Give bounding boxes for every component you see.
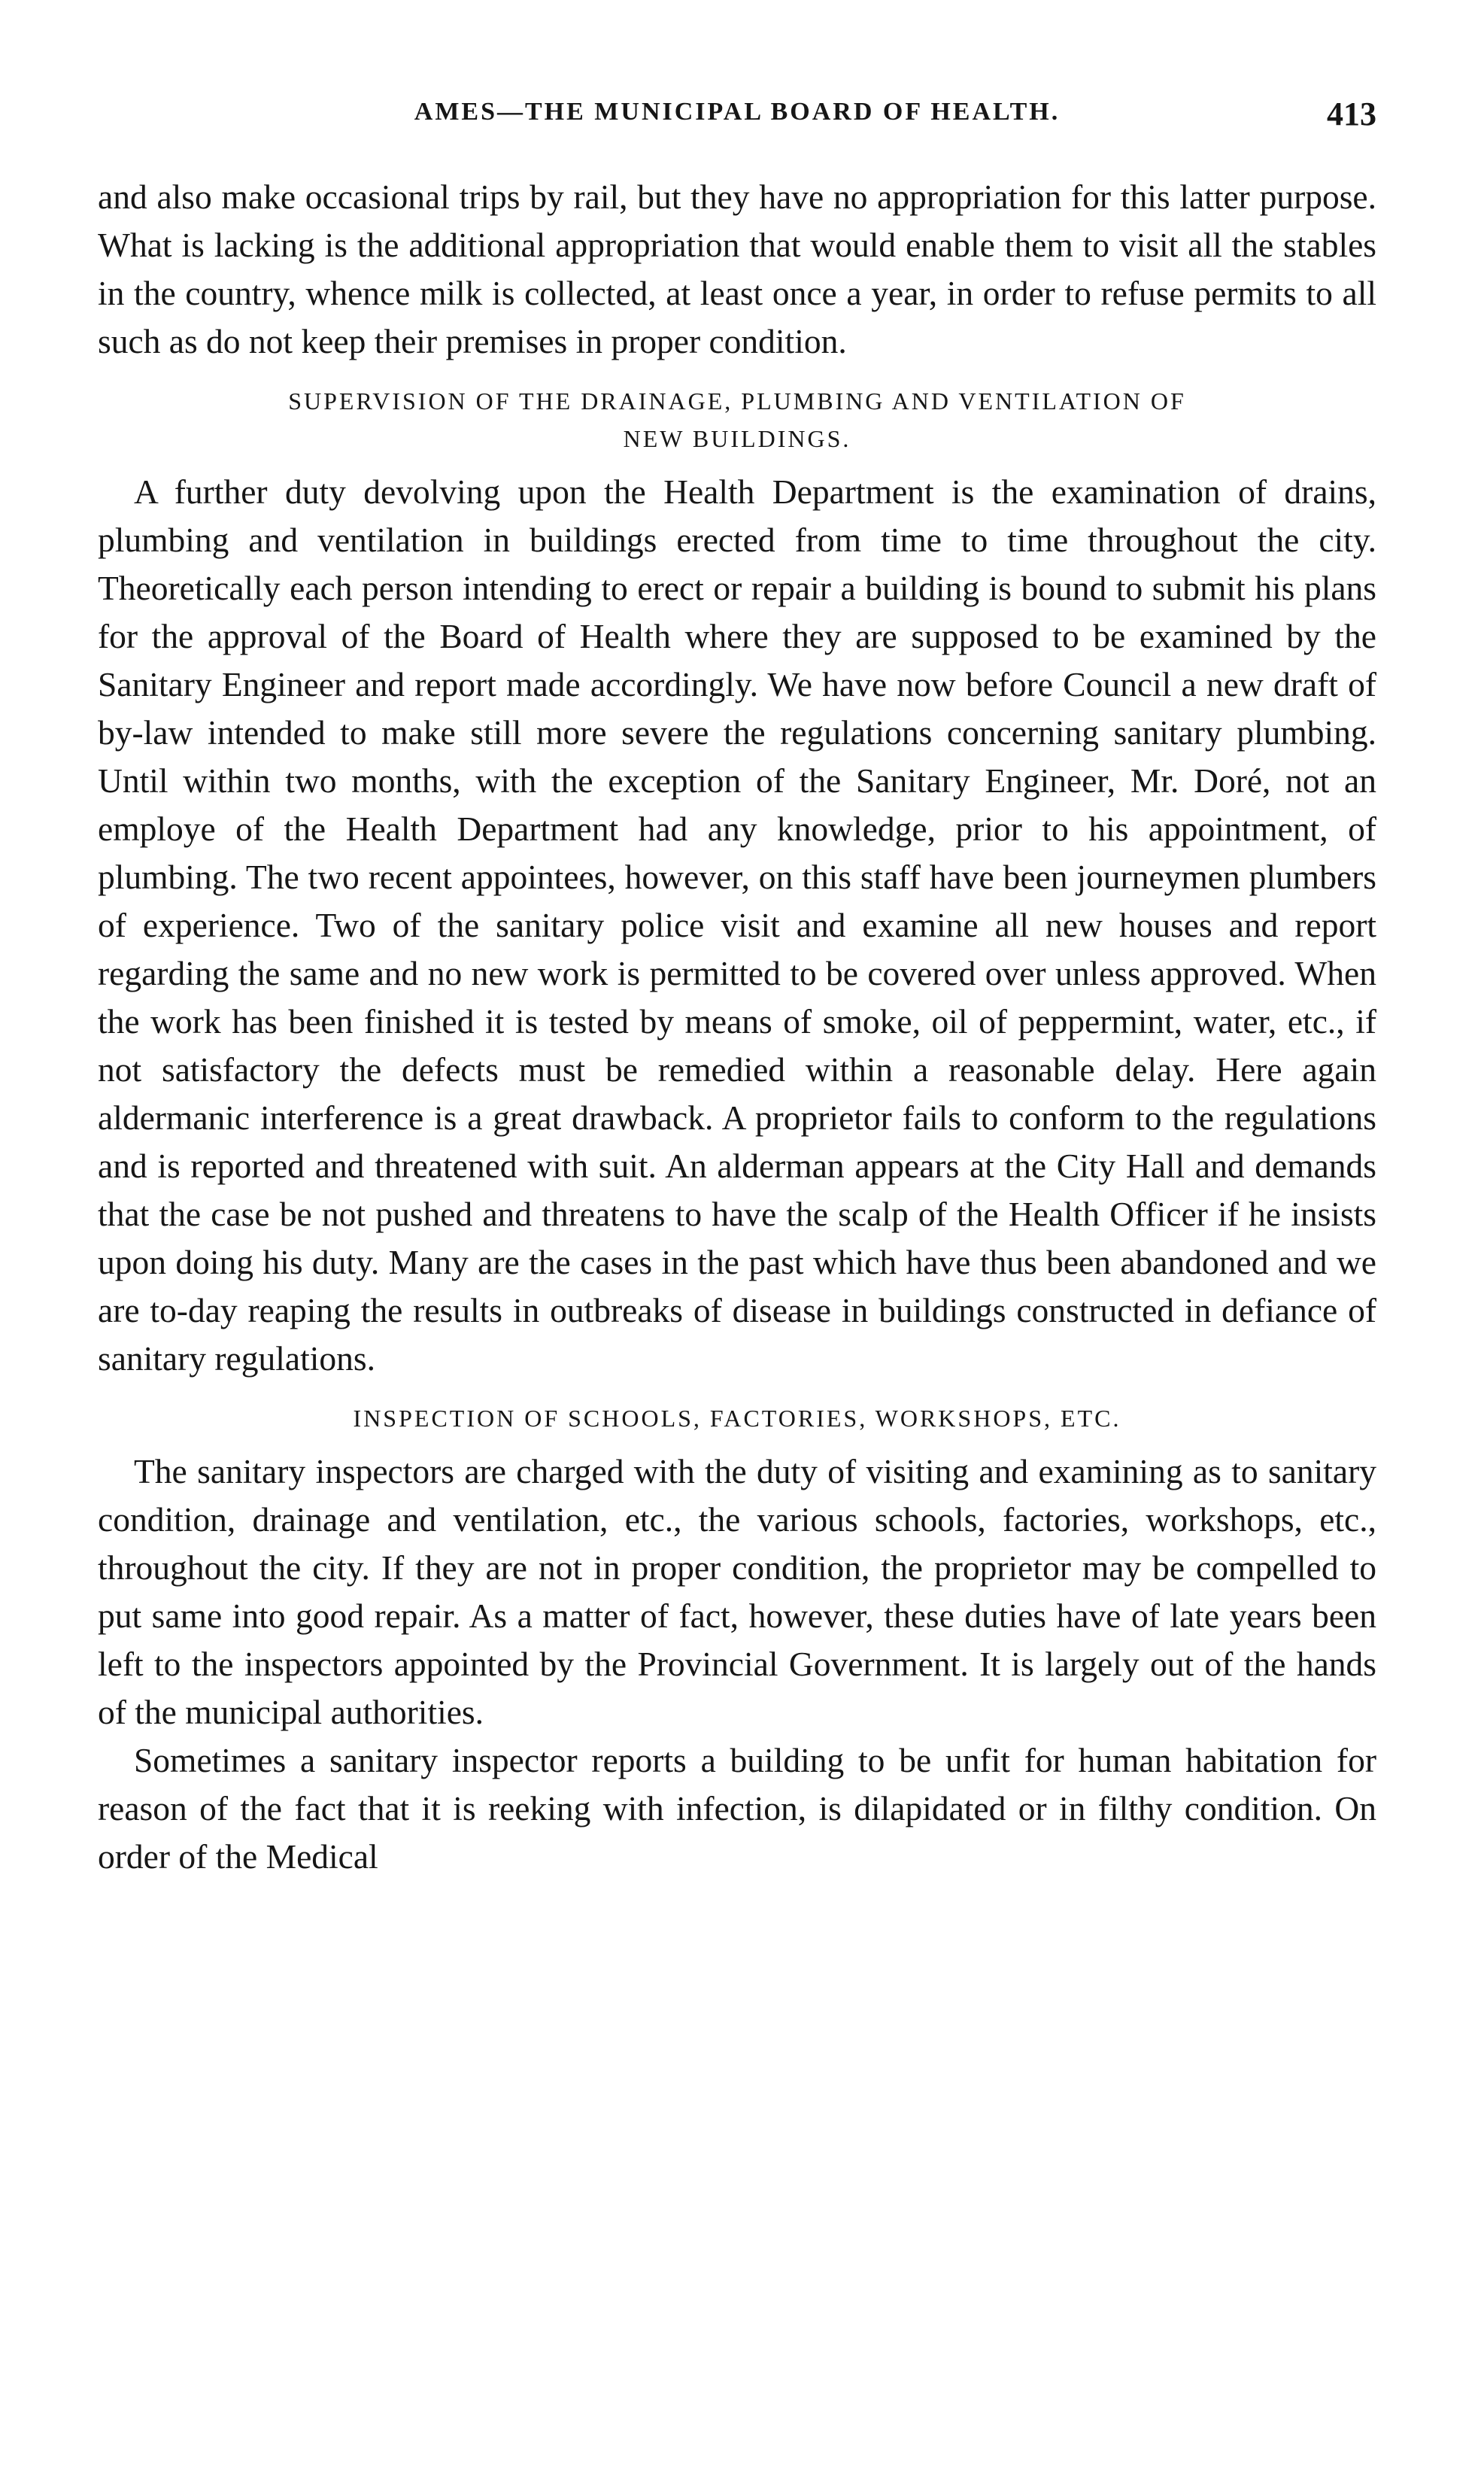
running-title: AMES—THE MUNICIPAL BOARD OF HEALTH. (414, 98, 1061, 126)
page-number: 413 (1327, 96, 1376, 132)
book-page (98, 98, 1376, 1881)
paragraph-continued: and also make occasional trips by rail, but they have no appropriation for this latter purpose. What is lacking is the additional appropriation that would enable them to visit all the stables in the country, whence milk is collected, at least once a year, in order to refuse permits to all such as do not keep their premises in proper condition. (98, 178, 1376, 360)
paragraph-inspection: The sanitary inspectors are charged with the duty of visiting and examining as to sanitary condition, drainage and ventilation, etc., the various schools, factories, workshops, etc., throughout the city. If they are not in proper condition, the proprietor may be compelled to put same into good repair. As a matter of fact, however, these duties have of late years been left to the inspectors appointed by the Provincial Government. It is largely out of the hands of the municipal authorities. (98, 1452, 1376, 1731)
section-heading-line: NEW BUILDINGS. (623, 425, 851, 452)
section-heading-line: SUPERVISION OF THE DRAINAGE, PLUMBING AND VENTILATION OF (288, 387, 1186, 415)
section-heading-inspection: INSPECTION OF SCHOOLS, FACTORIES, WORKSHOPS, ETC. (353, 1405, 1121, 1432)
section-heading-supervision (98, 382, 1376, 457)
paragraph-drainage: A further duty devolving upon the Health Department is the examination of drains, plumbing and ventilation in buildings erected from time to time throughout the city. Theoretically each person intending to erect or repair a building is bound to submit his plans for the approval of the Board of Health where they are supposed to be examined by the Sanitary Engineer and report made accordingly. We have now before Council a new draft of by-law intended to make still more severe the regulations concerning sanitary plumbing. Until within two months, with the exception of the Sanitary Engineer, Mr. Doré, not an employe of the Health Department had any knowledge, prior to his appointment, of plumbing. The two recent appointees, however, on this staff have been journeymen plumbers of experience. Two of the sanitary police visit and examine all new houses and report regarding the same and no new work is permitted to be covered over unless approved. When the work has been finished it is tested by means of smoke, oil of peppermint, water, etc., if not satisfactory the defects must be remedied within a reasonable delay. Here again aldermanic interference is a great drawback. A proprietor fails to conform to the regulations and is reported and threatened with suit. An alderman appears at the City Hall and demands that the case be not pushed and threatens to have the scalp of the Health Officer if he insists upon doing his duty. Many are the cases in the past which have thus been abandoned and we are to-day reaping the results in outbreaks of disease in buildings constructed in defiance of sanitary regulations. (98, 472, 1376, 1378)
paragraph-unfit-buildings: Sometimes a sanitary inspector reports a building to be unfit for human habitation for reason of the fact that it is reeking with infection, is dilapidated or in filthy condition. On order of the Medical (98, 1741, 1376, 1876)
running-head (98, 98, 1376, 143)
